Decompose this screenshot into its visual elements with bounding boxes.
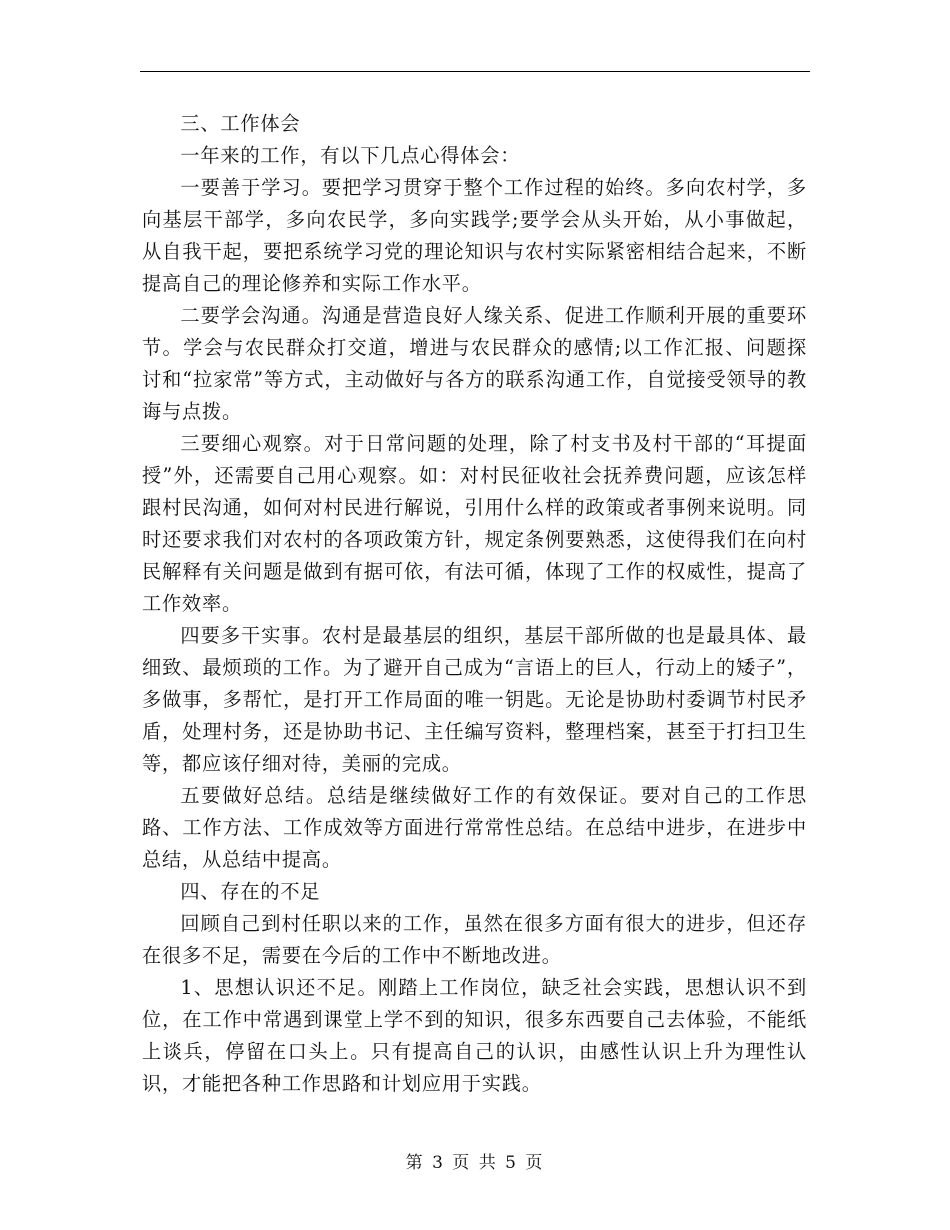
paragraph-summary: 五要做好总结。总结是继续做好工作的有效保证。要对自己的工作思路、工作方法、工作成效等方面进行常常性总结。在总结中进步，在进步中总结，从总结中提高。 — [142, 784, 807, 871]
section-heading-experience: 三、工作体会 — [180, 112, 301, 135]
paragraph-communication: 二要学会沟通。沟通是营造良好人缘关系、促进工作顺利开展的重要环节。学会与农民群众打交道，增进与农民群众的感情;以工作汇报、问题探讨和“拉家常”等方式，主动做好与各方的联系沟通工作，自觉接受领导的教诲与点拨。 — [142, 304, 807, 423]
page-number-footer: 第 3 页 共 5 页 — [405, 1153, 545, 1173]
paragraph-learning: 一要善于学习。要把学习贯穿于整个工作过程的始终。多向农村学，多向基层干部学，多向农民学，多向实践学;要学会从头开始，从小事做起，从自我干起，要把系统学习党的理论知识与农村实际紧密相结合起来，不断提高自己的理论修养和实际工作水平。 — [142, 176, 807, 295]
paragraph-intro: 一年来的工作，有以下几点心得体会： — [180, 144, 521, 167]
paragraph-review: 回顾自己到村任职以来的工作，虽然在很多方面有很大的进步，但还存在很多不足，需要在今后的工作中不断地改进。 — [142, 912, 807, 967]
paragraph-shortcoming-1: 1、思想认识还不足。刚踏上工作岗位，缺乏社会实践，思想认识不到位，在工作中常遇到课堂上学不到的知识，很多东西要自己去体验，不能纸上谈兵，停留在口头上。只有提高自己的认识，由感性认识上升为理性认识，才能把各种工作思路和计划应用于实践。 — [142, 976, 807, 1095]
section-heading-shortcomings: 四、存在的不足 — [180, 880, 321, 903]
header-rule — [140, 71, 810, 72]
paragraph-observation: 三要细心观察。对于日常问题的处理，除了村支书及村干部的“耳提面授”外，还需要自己用心观察。如：对村民征收社会抚养费问题，应该怎样跟村民沟通，如何对村民进行解说，引用什么样的政策或者事例来说明。同时还要求我们对农村的各项政策方针，规定条例要熟悉，这使得我们在向村民解释有关问题是做到有据可依，有法可循，体现了工作的权威性，提高了工作效率。 — [142, 432, 807, 615]
document-body — [142, 108, 807, 1100]
paragraph-practical-work: 四要多干实事。农村是最基层的组织，基层干部所做的也是最具体、最细致、最烦琐的工作。为了避开自己成为“言语上的巨人，行动上的矮子”，多做事，多帮忙，是打开工作局面的唯一钥匙。无论是协助村委调节村民矛盾，处理村务，还是协助书记、主任编写资料，整理档案，甚至于打扫卫生等，都应该仔细对待，美丽的完成。 — [142, 624, 807, 775]
